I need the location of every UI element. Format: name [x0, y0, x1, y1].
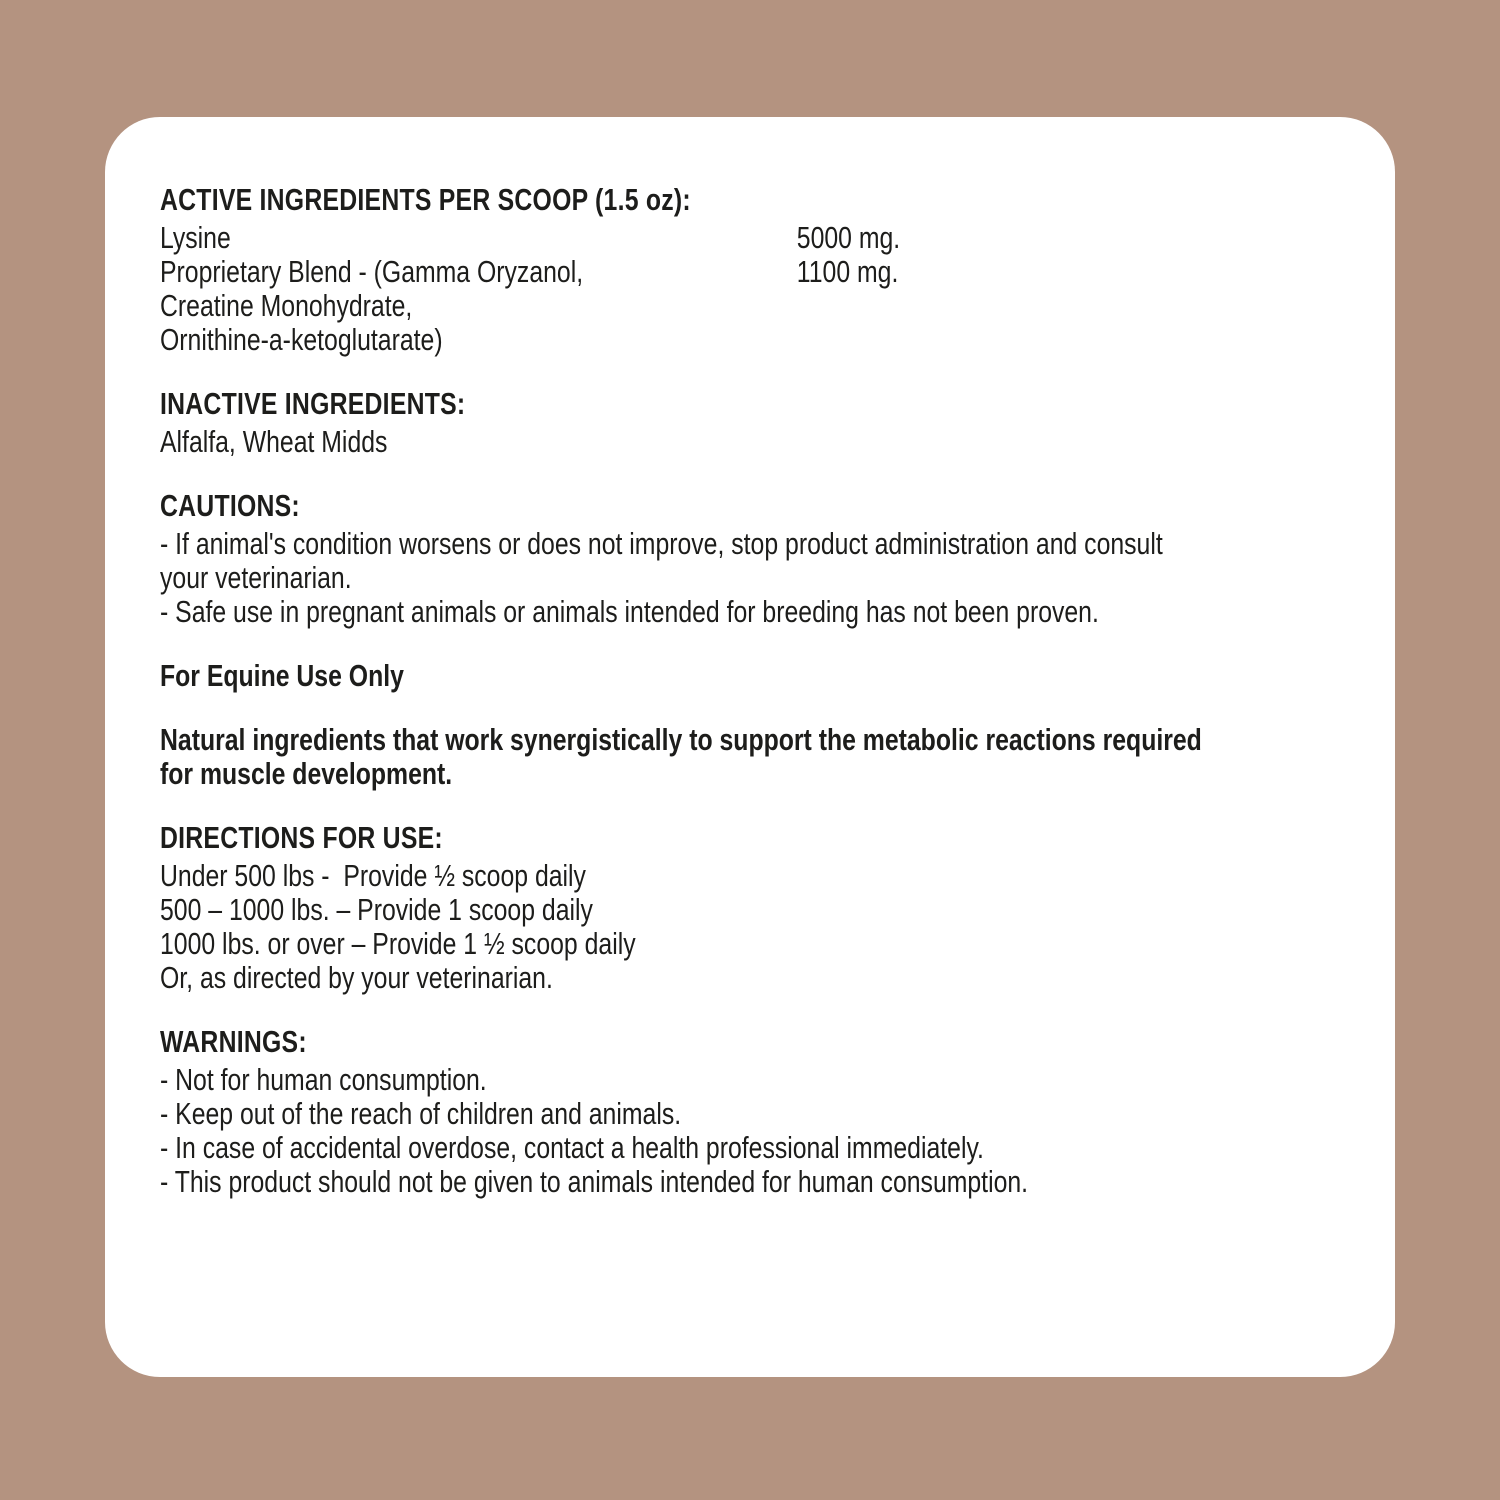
text-line: Alfalfa, Wheat Midds [160, 424, 388, 459]
text-line: Or, as directed by your veterinarian. [160, 960, 553, 995]
ingredient-name: Creatine Monohydrate, [160, 288, 413, 323]
equine-note-text: For Equine Use Only [160, 658, 404, 693]
ingredient-row [160, 289, 1360, 323]
section-warnings [160, 1025, 1360, 1199]
label-card [105, 117, 1395, 1377]
section-directions [160, 821, 1360, 995]
warnings-heading: WARNINGS: [160, 1024, 307, 1059]
active-ingredients-heading: ACTIVE INGREDIENTS PER SCOOP (1.5 oz): [160, 182, 691, 217]
ingredient-name: Lysine [160, 220, 231, 255]
text-line: - Keep out of the reach of children and animals. [160, 1096, 682, 1131]
ingredient-row [160, 323, 1360, 357]
ingredient-amount: 1100 mg. [796, 254, 899, 289]
text-line: - This product should not be given to animals intended for human consumption. [160, 1164, 1029, 1199]
ingredient-name: Proprietary Blend - (Gamma Oryzanol, [160, 254, 584, 289]
cautions-heading: CAUTIONS: [160, 488, 300, 523]
text-line: - Safe use in pregnant animals or animals intended for breeding has not been proven. [160, 594, 1099, 629]
ingredient-row [160, 221, 1360, 255]
ingredient-row [160, 255, 1360, 289]
text-line: - In case of accidental overdose, contact a health professional immediately. [160, 1130, 984, 1165]
label-content [160, 183, 1360, 1229]
text-line: 500 – 1000 lbs. – Provide 1 scoop daily [160, 892, 593, 927]
text-line: 1000 lbs. or over – Provide 1 ½ scoop daily [160, 926, 636, 961]
section-description [160, 723, 1360, 791]
text-line: - Not for human consumption. [160, 1062, 487, 1097]
description-line: Natural ingredients that work synergistically to support the metabolic reactions required [160, 722, 1202, 757]
directions-heading: DIRECTIONS FOR USE: [160, 820, 443, 855]
description-line: for muscle development. [160, 756, 453, 791]
text-line: your veterinarian. [160, 560, 352, 595]
text-line: - If animal's condition worsens or does not improve, stop product administration and consult [160, 526, 1163, 561]
inactive-ingredients-heading: INACTIVE INGREDIENTS: [160, 386, 466, 421]
section-cautions [160, 489, 1360, 629]
text-line: Under 500 lbs - Provide ½ scoop daily [160, 858, 586, 893]
section-active-ingredients [160, 183, 1360, 357]
section-inactive-ingredients [160, 387, 1360, 459]
section-equine-note [160, 659, 1360, 693]
ingredient-amount: 5000 mg. [796, 220, 901, 255]
ingredient-name: Ornithine-a-ketoglutarate) [160, 322, 443, 357]
